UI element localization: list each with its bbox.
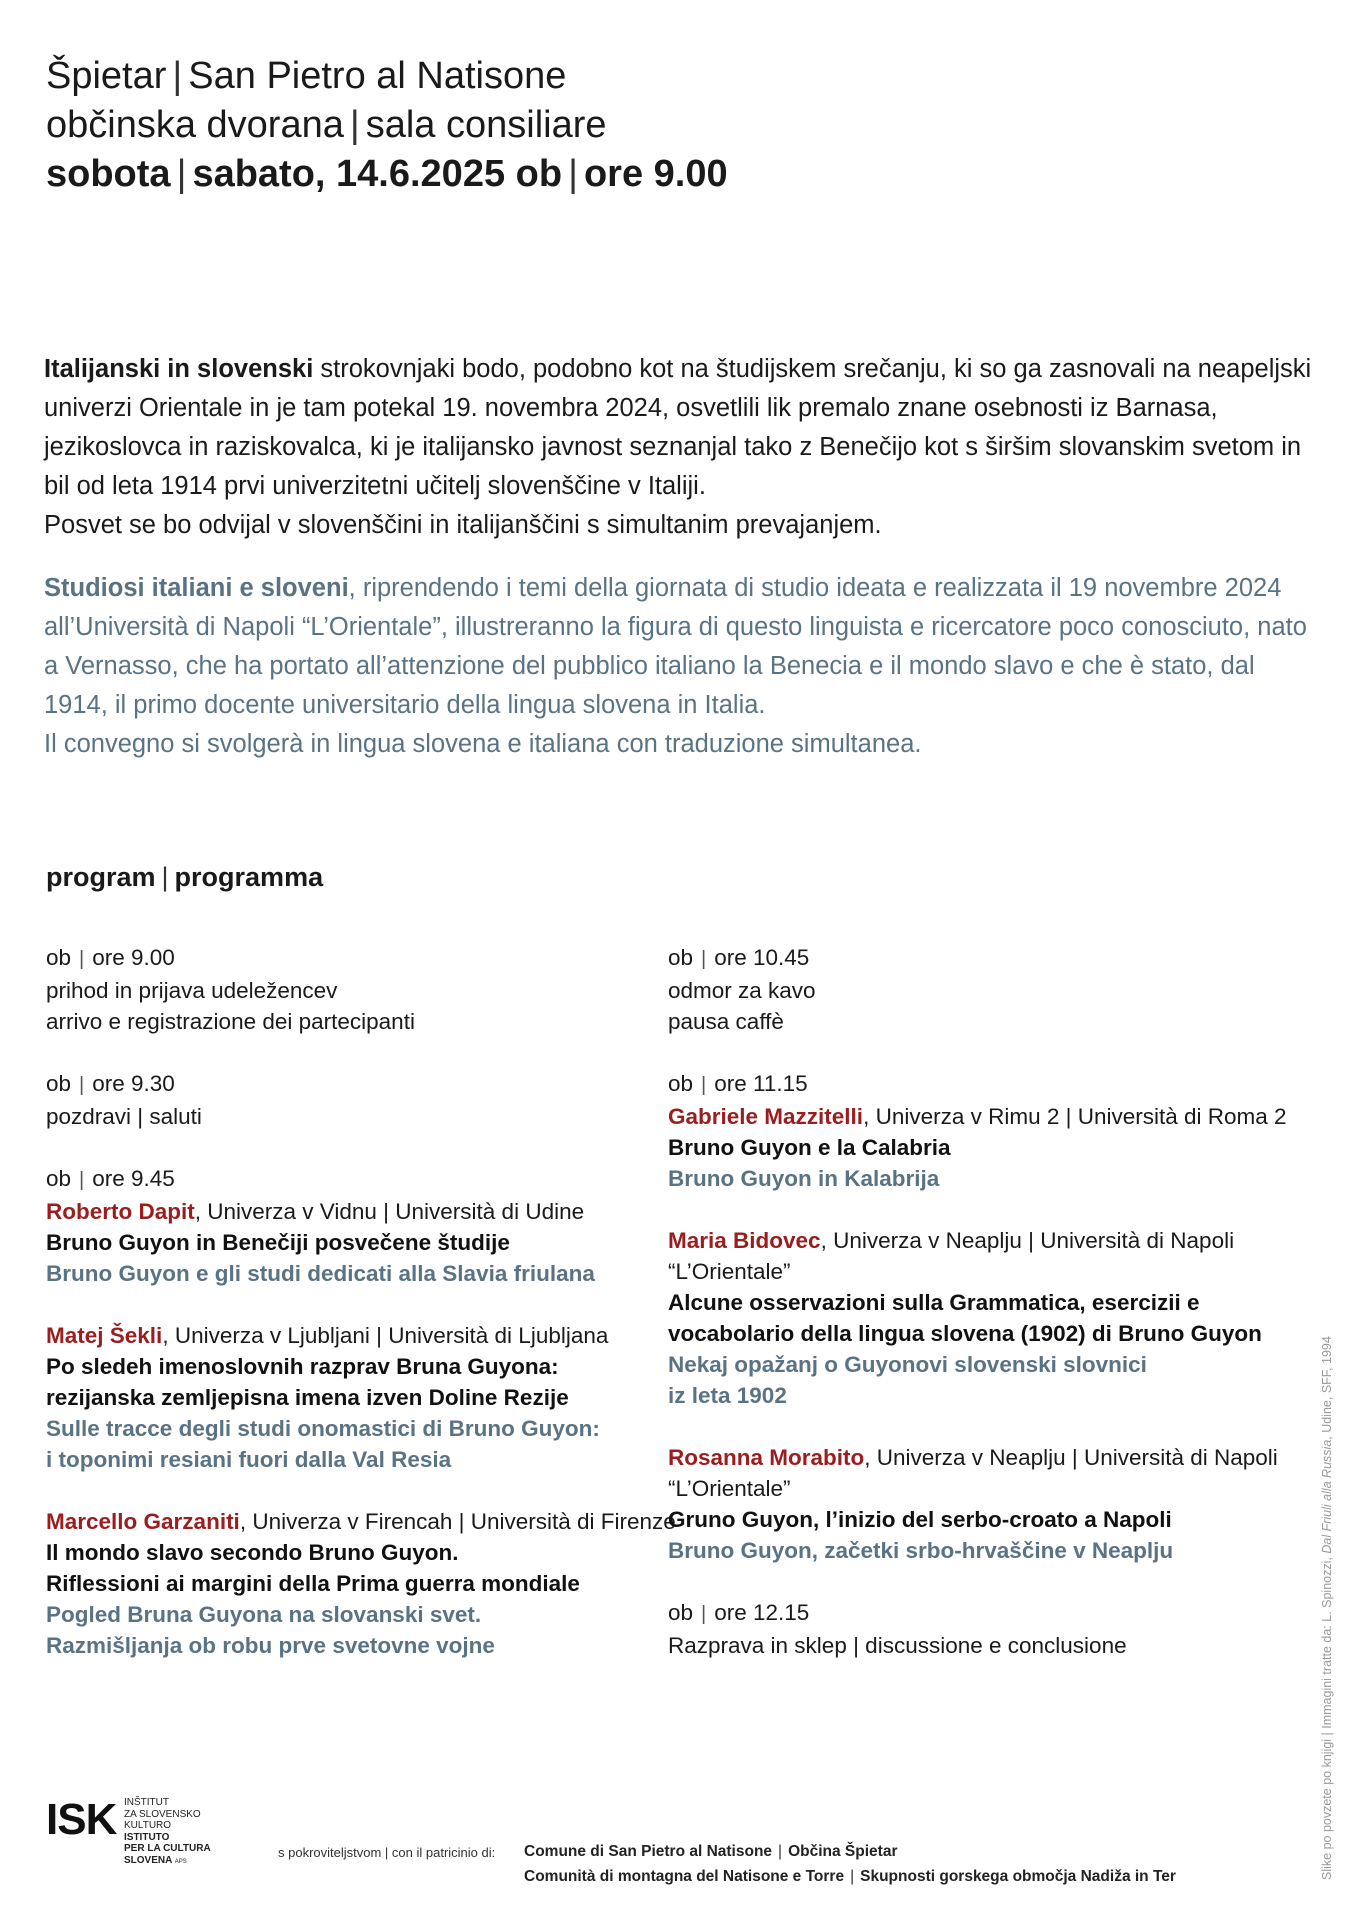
image-credit: Slike po povzete po knjigi | Immagini tratte da: L. Spinozzi, Dal Friuli alla Russia, Udine, SFF, 1994 xyxy=(1320,1336,1334,1880)
datetime-b: ore 9.00 xyxy=(583,153,728,195)
program-column-left xyxy=(46,942,676,1692)
speaker-name: Gabriele Mazzitelli xyxy=(668,1104,864,1129)
speaker-affiliation: , Univerza v Ljubljani | Università di Ljubljana xyxy=(162,1323,609,1348)
program-line: pausa caffè xyxy=(668,1009,784,1034)
talk-title-it: Bruno Guyon e gli studi dedicati alla Slavia friulana xyxy=(46,1261,595,1286)
venue-it: sala consiliare xyxy=(365,104,607,146)
talk-title-it: i toponimi resiani fuori dalla Val Resia xyxy=(46,1447,452,1472)
intro-sl-lead: Italijanski in slovenski xyxy=(44,355,314,383)
speaker-affiliation-cont: “L’Orientale” xyxy=(668,1259,791,1284)
talk-title-it: Bruno Guyon, začetki srbo-hrvaščine v Neaplju xyxy=(668,1538,1174,1563)
speaker-name: Matej Šekli xyxy=(46,1323,163,1348)
talk-title-sl: Bruno Guyon in Benečiji posvečene študije xyxy=(46,1230,510,1255)
speaker-affiliation: , Univerza v Neaplju | Università di Napoli xyxy=(864,1445,1278,1470)
place-it: San Pietro al Natisone xyxy=(188,55,567,97)
intro-slovenian xyxy=(44,350,1314,545)
patrons-list xyxy=(524,1839,1176,1889)
speaker-affiliation: , Univerza v Neaplju | Università di Napoli xyxy=(820,1228,1235,1253)
program-line: Razprava in sklep | discussione e conclusione xyxy=(668,1633,1127,1658)
time-slot: ob | ore 12.15 xyxy=(668,1600,810,1625)
location-line: Špietar | San Pietro al Natisone xyxy=(46,55,567,97)
speaker-line xyxy=(46,1320,646,1351)
talk-title-it: Sulle tracce degli studi onomastici di Bruno Guyon: xyxy=(46,1416,600,1441)
speaker-affiliation: , Univerza v Firencah | Università di Firenze xyxy=(239,1509,676,1534)
program-item xyxy=(46,1320,646,1475)
intro-sl-note: Posvet se bo odvijal v slovenščini in italijanščini s simultanim prevajanjem. xyxy=(44,511,882,539)
isk-logo xyxy=(46,1795,236,1875)
program-item xyxy=(46,1068,646,1132)
intro-sl-text: strokovnjaki bodo, podobno kot na študijskem srečanju, ki so ga zasnovali na neapeljski univerzi Orientale in je tam potekal 19. novembra 2024, osvetlili lik premalo znane osebnosti iz Barnasa, jezikoslovca in raziskovalca, ki je italijansko javnost seznanjal tako z Benečijo kot s širšim slovanskim svetom in bil od leta 1914 prvi univerzitetni učitelj slovenščine v Italiji. xyxy=(44,355,1312,500)
program-item xyxy=(46,942,646,1037)
intro-italian xyxy=(44,569,1314,764)
day-sl: sobota xyxy=(46,153,171,195)
program-item xyxy=(668,942,1308,1037)
intro-sl-paragraph xyxy=(44,350,1314,506)
talk-title-sl: Riflessioni ai margini della Prima guerra mondiale xyxy=(46,1571,580,1596)
talk-title-sl: Alcune osservazioni sulla Grammatica, esercizii e xyxy=(668,1290,1200,1315)
program-item xyxy=(46,1163,646,1289)
talk-title-it: Razmišljanja ob robu prve svetovne vojne xyxy=(46,1633,495,1658)
time-slot: ob | ore 9.00 xyxy=(46,945,175,970)
intro-it-paragraph xyxy=(44,569,1314,725)
talk-title-sl: rezijanska zemljepisna imena izven Doline Rezije xyxy=(46,1385,569,1410)
program-item xyxy=(668,1225,1308,1411)
program-line: prihod in prijava udeležencev xyxy=(46,978,338,1003)
speaker-affiliation: , Univerza v Rimu 2 | Università di Roma 2 xyxy=(863,1104,1287,1129)
program-title: program | programma xyxy=(46,862,324,892)
speaker-affiliation-cont: “L’Orientale” xyxy=(668,1476,791,1501)
speaker-name: Rosanna Morabito xyxy=(668,1445,865,1470)
datetime-a: sabato, 14.6.2025 ob xyxy=(192,153,563,195)
speaker-line xyxy=(46,1506,676,1537)
program-item xyxy=(668,1597,1308,1661)
program-line: arrivo e registrazione dei partecipanti xyxy=(46,1009,415,1034)
program-column-right xyxy=(668,942,1308,1692)
talk-title-sl: Gruno Guyon, l’inizio del serbo-croato a Napoli xyxy=(668,1507,1172,1532)
program-line: pozdravi | saluti xyxy=(46,1104,202,1129)
talk-title-sl: Po sledeh imenoslovnih razprav Bruna Guyona: xyxy=(46,1354,559,1379)
intro-it-lead: Studiosi italiani e sloveni xyxy=(44,574,349,602)
speaker-line xyxy=(668,1442,1308,1473)
program-item xyxy=(46,1506,676,1661)
program-item xyxy=(668,1442,1308,1566)
speaker-name: Maria Bidovec xyxy=(668,1228,821,1253)
time-slot: ob | ore 9.30 xyxy=(46,1071,175,1096)
talk-title-it: Pogled Bruna Guyona na slovanski svet. xyxy=(46,1602,482,1627)
intro-it-text: , riprendendo i temi della giornata di studio ideata e realizzata il 19 novembre 2024 all’Università di Napoli “L’Orientale”, illustreranno la figura di questo linguista e ricercatore poco conosciuto, nato a Vernasso, che ha portato all’attenzione del pubblico italiano la Benecia e il mondo slavo e che è stato, dal 1914, il primo docente universitario della lingua slovena in Italia. xyxy=(44,574,1307,719)
date-line: sobota | sabato, 14.6.2025 ob | ore 9.00 xyxy=(46,153,728,195)
patron-line: Comunità di montagna del Natisone e Torre | Skupnosti gorskega območja Nadiža in Ter xyxy=(524,1868,1176,1885)
program-title-sl: program xyxy=(46,862,156,892)
speaker-name: Marcello Garzaniti xyxy=(46,1509,240,1534)
event-header xyxy=(46,52,728,199)
speaker-line xyxy=(668,1225,1308,1256)
talk-title-it: iz leta 1902 xyxy=(668,1383,787,1408)
time-slot: ob | ore 9.45 xyxy=(46,1166,175,1191)
speaker-line xyxy=(46,1196,646,1227)
intro-it-note: Il convegno si svolgerà in lingua slovena e italiana con traduzione simultanea. xyxy=(44,730,922,758)
talk-title-sl: Il mondo slavo secondo Bruno Guyon. xyxy=(46,1540,459,1565)
program-title-it: programma xyxy=(174,862,324,892)
venue-sl: občinska dvorana xyxy=(46,104,344,146)
program-item xyxy=(668,1068,1308,1194)
time-slot: ob | ore 10.45 xyxy=(668,945,810,970)
patronage-label: s pokroviteljstvom | con il patricinio di: xyxy=(278,1845,496,1860)
speaker-affiliation: , Univerza v Vidnu | Università di Udine xyxy=(194,1199,585,1224)
program-line: odmor za kavo xyxy=(668,978,816,1003)
logo-abbr: ISK xyxy=(46,1795,117,1844)
logo-text: INŠTITUT ZA SLOVENSKO KULTURO ISTITUTO PER LA CULTURA SLOVENA APS xyxy=(124,1797,211,1866)
venue-line: občinska dvorana | sala consiliare xyxy=(46,104,607,146)
patron-line: Comune di San Pietro al Natisone | Občina Špietar xyxy=(524,1843,898,1860)
time-slot: ob | ore 11.15 xyxy=(668,1071,808,1096)
talk-title-sl: vocabolario della lingua slovena (1902) di Bruno Guyon xyxy=(668,1321,1262,1346)
talk-title-sl: Bruno Guyon e la Calabria xyxy=(668,1135,951,1160)
place-sl: Špietar xyxy=(46,55,167,97)
speaker-line xyxy=(668,1101,1308,1132)
talk-title-it: Bruno Guyon in Kalabrija xyxy=(668,1166,940,1191)
speaker-name: Roberto Dapit xyxy=(46,1199,195,1224)
talk-title-it: Nekaj opažanj o Guyonovi slovenski slovnici xyxy=(668,1352,1147,1377)
